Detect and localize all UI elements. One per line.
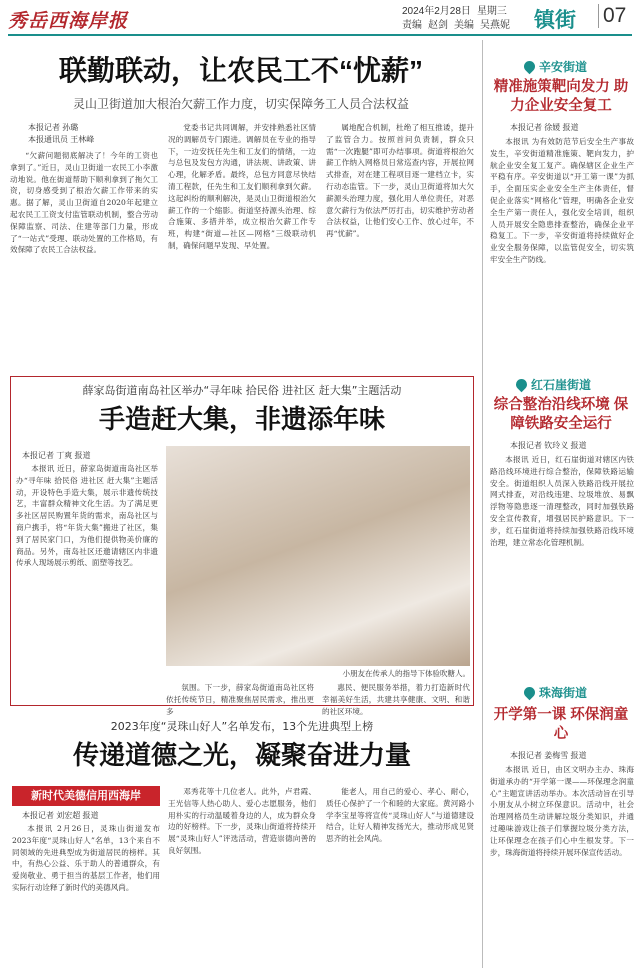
feature-photo-caption: 小朋友在传承人的指导下体验吹糖人。 bbox=[342, 669, 470, 678]
bottom-column-2: 邓秀花等十几位老人。此外，卢君霞、王光信等人热心助人、爱心志愿服务，他们用朴实的行动温暖着身边的人，成为群众身边的好榜样。下一步，灵珠山街道将持续开展“灵珠山好人”评选活动，营造崇德向善的良好氛围。 bbox=[168, 787, 316, 855]
feature-column-2: 氛围。下一步，薛家岛街道南岛社区将依托传统节日，精准聚焦居民需求，推出更多 bbox=[166, 683, 314, 716]
lead-title: 联勤联动，让农民工不“忧薪” bbox=[58, 55, 423, 86]
art-name: 吴燕妮 bbox=[480, 20, 510, 31]
feature-column-1: 本报讯 近日，薛家岛街道南岛社区举办“寻年味 拾民俗 进社区 赶大集”主题活动，开设特色手造大集，展示非遗传统技艺，丰富群众精神文化生活。为了满足更多社区居民购置年货的需求，南岛社区与商户携手，将“年货大集”搬进了社区，集到了居民家门口，为他们提供物美价廉的商品。另外，南岛社区还邀请辖区内非遗传承人现场展示剪纸、面塑等技艺。 bbox=[16, 464, 158, 568]
newspaper-logo: 秀岳西海岸报 bbox=[8, 10, 129, 32]
lead-byline-2: 本报通讯员 王林峰 bbox=[28, 135, 95, 144]
bottom-title: 传递道德之光，凝聚奋进力量 bbox=[72, 740, 411, 770]
lead-subtitle: 灵山卫街道加大根治欠薪工作力度，切实保障务工人员合法权益 bbox=[72, 97, 409, 111]
header-rule bbox=[8, 34, 632, 36]
location-pin-icon bbox=[522, 59, 538, 75]
lead-byline-1: 本报记者 孙璐 bbox=[28, 123, 79, 132]
editor-name: 赵剑 bbox=[428, 20, 448, 31]
page-number: 07 bbox=[598, 4, 626, 28]
feature-byline: 本报记者 丁爽 报道 bbox=[22, 451, 91, 460]
sidebar-divider bbox=[482, 40, 483, 968]
header-info bbox=[402, 5, 516, 33]
side1-body: 本报讯 为有效防范节后安全生产事故发生，辛安街道精准施策、靶向发力，护航企业安全复工复产。确保辖区企业生产平稳有序。辛安街道以“开工第一课”为抓手，全面压实企业安全生产主体责任，督促企业落实“网格化”管理，明确各企业安全生产第一责任人，强化安全培训，组织人员开展安全隐患排查整治，确保企业平稳复工。下一步，辛安街道将持续做好企业安全服务保障，以监管促安全，切实筑牢安全生产防线。 bbox=[490, 137, 634, 264]
bottom-byline: 本报记者 刘宏超 报道 bbox=[22, 811, 99, 820]
side2-byline: 本报记者 钦玲义 报道 bbox=[510, 441, 587, 450]
side3-body: 本报讯 近日，由区文明办主办、珠海街道承办的“开学第一课——环保理念润童心”主题宣讲活动举办。本次活动旨在引导小朋友从小树立环保意识。活动中，社会治理网格员生动讲解垃圾分类知识，并通过趣味游戏让孩子们掌握垃圾分类方法，让环保理念在孩子们心中生根发芽。下一步，珠海街道将持续开展环保宣传活动。 bbox=[490, 765, 634, 857]
section-name: 镇街 bbox=[534, 9, 576, 32]
issue-date: 2024年2月28日 bbox=[402, 6, 471, 17]
bottom-kicker: 2023年度“灵珠山好人”名单发布，13个先进典型上榜 bbox=[110, 720, 374, 733]
sugar-blowing-photo bbox=[166, 446, 470, 666]
feature-title: 手造赶大集，非遗添年味 bbox=[98, 404, 385, 434]
side1-byline: 本报记者 徐媛 报道 bbox=[510, 123, 579, 132]
side3-location: 珠海街道 bbox=[524, 684, 587, 701]
lead-column-2: 党委书记共同调解，并安排熟悉社区情况的调解员专门跟进。调解员在专业的指导下，一边安抚任先生和工友们的情绪，一边与总包及发包方沟通，讲法规、讲政策、讲心理，化解矛盾。最终，总包方同意尽快结清工程款，任先生和工友们顺利拿到欠薪。这起纠纷的顺利解决，是灵山卫街道根治欠薪工作的一个缩影。街道坚持源头治理、综合施策、多措并举，成立根治欠薪工作专班，构建“街道—社区—网格”三级联动机制，确保问题早发现、早处置。 bbox=[168, 123, 316, 250]
credit-badge: 新时代美德信用西海岸 bbox=[12, 786, 160, 806]
feature-column-3: 惠民、便民服务举措，着力打造新时代幸福美好生活，共建共享健康、文明、和谐的社区环境。 bbox=[322, 683, 470, 716]
side1-title: 精准施策靶向发力 助力企业安全复工 bbox=[493, 79, 629, 114]
editor-label: 责编 bbox=[402, 20, 422, 31]
lead-column-3: 属地配合机制，杜绝了相互推诿，提升了监管合力。按照首问负责制，群众只需“一次跑腿”即可办结事项。街道将根治欠薪工作纳入网格员日常巡查内容，开展拉网式排查，对在建工程项目逐一建档立卡，实行动态监管。下一步，灵山卫街道将加大欠薪源头治理力度，强化用人单位责任，对恶意欠薪行为依法严厉打击，切实维护劳动者合法权益，让他们安心工作、放心过年，不再“忧薪”。 bbox=[326, 123, 474, 239]
art-label: 美编 bbox=[454, 20, 474, 31]
lead-column-1: “欠薪问题彻底解决了！今年的工资也拿到了。”近日，灵山卫街道一农民工小李激动地说。他在街道帮助下顺利拿到了拖欠工资，切身感受到了根治欠薪工作带来的实惠。据了解，灵山卫街道自2020年起建立起农民工工资支付监管联动机制，整合劳动保障监察、司法、住建等部门力量，形成了“一站式”受理、联动处置的工作格局，有效保障了农民工合法权益。 bbox=[10, 151, 158, 255]
bottom-column-1: 本报讯 2月26日，灵珠山街道发布2023年度“灵珠山好人”名单，13个来自不同领域的先进典型成为街道居民的榜样。其中，有热心公益、乐于助人的普通群众，有爱岗敬业、勇于担当的基层工作者，他们用实际行动诠释了新时代的美德风尚。 bbox=[12, 824, 160, 892]
side2-title: 综合整治沿线环境 保障铁路安全运行 bbox=[493, 397, 629, 432]
side3-title: 开学第一课 环保润童心 bbox=[493, 707, 629, 742]
side1-location: 辛安街道 bbox=[524, 58, 587, 75]
side2-body: 本报讯 近日，红石崖街道对辖区内铁路沿线环境进行综合整治，保障铁路运输安全。街道组织人员深入铁路沿线开展拉网式排查，对沿线违建、垃圾堆放、易飘浮物等隐患逐一清理整改，同时加强铁路安全宣传教育，增强居民护路意识。下一步，红石崖街道将持续加强铁路沿线环境治理，建立常态化管理机制。 bbox=[490, 455, 634, 547]
bottom-column-3: 能老人，用自己的爱心、孝心、耐心，质任心保护了一个和睦的大家庭。黄河路小学李宝星等将宣传“灵珠山好人”与道德建设结合，让好人精神发扬光大，推动形成见贤思齐的社会风尚。 bbox=[326, 787, 474, 844]
location-pin-icon bbox=[514, 377, 530, 393]
side3-byline: 本报记者 姜梅雪 报道 bbox=[510, 751, 587, 760]
issue-weekday: 星期三 bbox=[476, 6, 507, 17]
feature-kicker: 薛家岛街道南岛社区举办“寻年味 拾民俗 进社区 赶大集”主题活动 bbox=[82, 384, 402, 397]
side2-location: 红石崖街道 bbox=[516, 376, 591, 393]
location-pin-icon bbox=[522, 685, 538, 701]
